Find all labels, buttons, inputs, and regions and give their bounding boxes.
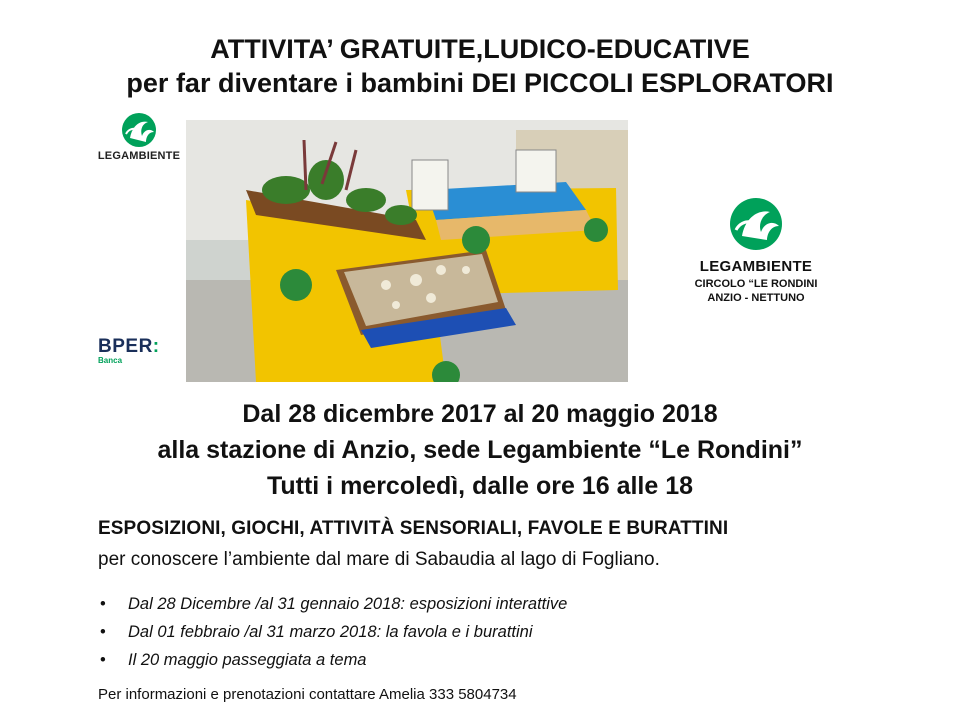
bper-name: BPER — [98, 336, 153, 357]
program-item-text: Il 20 maggio passeggiata a tema — [128, 651, 367, 669]
schedule-location: alla stazione di Anzio, sede Legambiente “Le Rondini” — [157, 436, 803, 464]
header-line-1: ATTIVITA’ GRATUITE,LUDICO-EDUCATIVE — [210, 34, 750, 64]
bper-colon-mark: : — [152, 336, 160, 357]
legambiente-location: ANZIO - NETTUNO — [707, 292, 805, 304]
activities-headline: ESPOSIZIONI, GIOCHI, ATTIVITÀ SENSORIALI, FAVOLE E BURATTINI — [98, 518, 729, 539]
list-item — [100, 618, 567, 646]
program-list — [100, 590, 567, 674]
legambiente-circolo: CIRCOLO “LE RONDINI — [694, 278, 818, 290]
list-item — [100, 590, 567, 618]
bullet-icon: • — [100, 595, 106, 613]
swan-icon — [96, 112, 182, 152]
bullet-icon: • — [100, 623, 106, 641]
legambiente-logo-big — [676, 196, 836, 304]
schedule-dates: Dal 28 dicembre 2017 al 20 maggio 2018 — [242, 400, 718, 428]
bper-logo — [98, 336, 160, 365]
program-item-text: Dal 01 febbraio /al 31 marzo 2018: la favola e i burattini — [128, 623, 533, 641]
legambiente-logo-small — [96, 112, 182, 168]
bullet-icon: • — [100, 651, 106, 669]
swan-icon — [676, 196, 836, 256]
program-item-text: Dal 28 Dicembre /al 31 gennaio 2018: esposizioni interattive — [128, 595, 568, 613]
exhibit-photo — [186, 120, 628, 382]
schedule-time: Tutti i mercoledì, dalle ore 16 alle 18 — [266, 472, 694, 500]
contact-info: Per informazioni e prenotazioni contattare Amelia 333 5804734 — [98, 686, 517, 703]
bper-sub: Banca — [98, 356, 123, 365]
activities-description: per conoscere l’ambiente dal mare di Sabaudia al lago di Fogliano. — [98, 549, 660, 570]
list-item — [100, 646, 567, 674]
header-line-2: per far diventare i bambini DEI PICCOLI ESPLORATORI — [126, 68, 834, 98]
legambiente-big-title: LEGAMBIENTE — [699, 258, 813, 275]
legambiente-small-label: LEGAMBIENTE — [97, 150, 181, 162]
